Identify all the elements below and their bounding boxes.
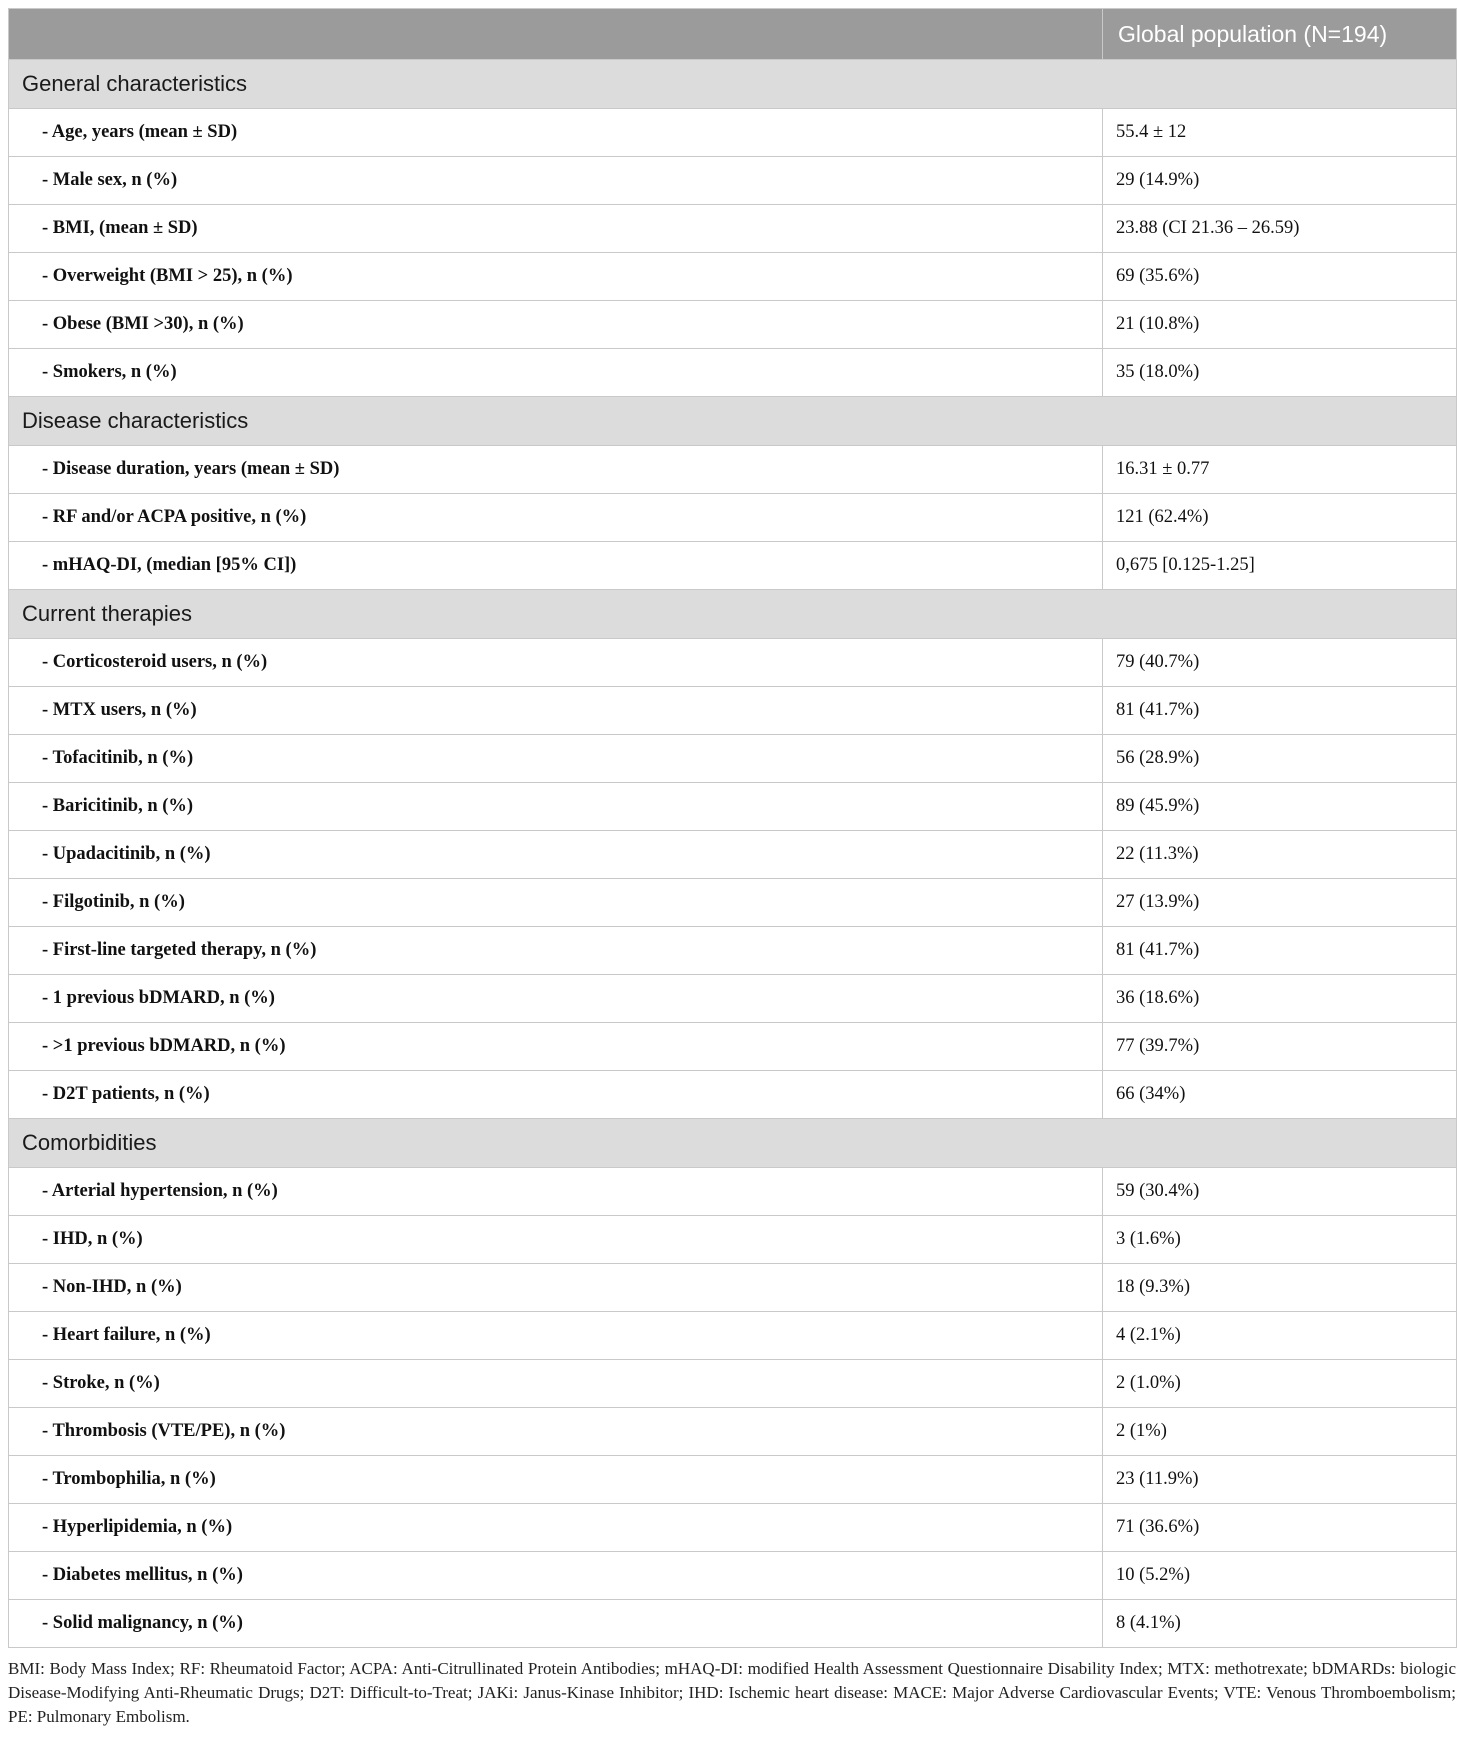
table-row: [9, 1600, 1457, 1648]
table-row: [9, 879, 1457, 927]
table-row: [9, 735, 1457, 783]
row-label: - Stroke, n (%): [9, 1360, 1103, 1408]
section-header-row: [9, 1119, 1457, 1168]
table-row: [9, 349, 1457, 397]
row-value: 89 (45.9%): [1103, 783, 1457, 831]
row-value: 79 (40.7%): [1103, 639, 1457, 687]
row-label: - Obese (BMI >30), n (%): [9, 301, 1103, 349]
row-label: - Corticosteroid users, n (%): [9, 639, 1103, 687]
row-value: 77 (39.7%): [1103, 1023, 1457, 1071]
table-header-row: [9, 9, 1457, 60]
table-row: [9, 205, 1457, 253]
row-value: 69 (35.6%): [1103, 253, 1457, 301]
table-row: [9, 687, 1457, 735]
table-row: [9, 831, 1457, 879]
table-row: [9, 157, 1457, 205]
table-row: [9, 1312, 1457, 1360]
row-label: - Smokers, n (%): [9, 349, 1103, 397]
row-label: - >1 previous bDMARD, n (%): [9, 1023, 1103, 1071]
row-label: - RF and/or ACPA positive, n (%): [9, 494, 1103, 542]
table-body: [9, 60, 1457, 1648]
table-row: [9, 1408, 1457, 1456]
table-row: [9, 1456, 1457, 1504]
table-row: [9, 1071, 1457, 1119]
table-container: [8, 8, 1456, 1729]
row-label: - mHAQ-DI, (median [95% CI]): [9, 542, 1103, 590]
table-row: [9, 494, 1457, 542]
row-label: - Age, years (mean ± SD): [9, 109, 1103, 157]
row-label: - Tofacitinib, n (%): [9, 735, 1103, 783]
row-label: - Solid malignancy, n (%): [9, 1600, 1103, 1648]
table-row: [9, 783, 1457, 831]
row-value: 2 (1.0%): [1103, 1360, 1457, 1408]
table-row: [9, 1023, 1457, 1071]
table-row: [9, 975, 1457, 1023]
row-value: 23 (11.9%): [1103, 1456, 1457, 1504]
row-label: - Disease duration, years (mean ± SD): [9, 446, 1103, 494]
table-row: [9, 1168, 1457, 1216]
characteristics-table: [8, 8, 1457, 1648]
row-value: 121 (62.4%): [1103, 494, 1457, 542]
row-value: 71 (36.6%): [1103, 1504, 1457, 1552]
section-title: Current therapies: [9, 590, 1457, 639]
row-value: 56 (28.9%): [1103, 735, 1457, 783]
row-value: 2 (1%): [1103, 1408, 1457, 1456]
row-value: 0,675 [0.125-1.25]: [1103, 542, 1457, 590]
table-row: [9, 301, 1457, 349]
row-value: 35 (18.0%): [1103, 349, 1457, 397]
row-label: - Trombophilia, n (%): [9, 1456, 1103, 1504]
row-label: - BMI, (mean ± SD): [9, 205, 1103, 253]
row-label: - Male sex, n (%): [9, 157, 1103, 205]
table-footnote: BMI: Body Mass Index; RF: Rheumatoid Factor; ACPA: Anti-Citrullinated Protein Antibodies; mHAQ-DI: modified Health Assessment Questionnaire Disability Index; MTX: methotrexate; bDMARDs: biologic Disease-Modifying Anti-Rheumatic Drugs; D2T: Difficult-to-Treat; JAKi: Janus-Kinase Inhibitor; IHD: Ischemic heart disease: MACE: Major Adverse Cardiovascular Events; VTE: Venous Thromboembolism; PE: Pulmonary Embolism.: [8, 1659, 1456, 1726]
row-label: - Hyperlipidemia, n (%): [9, 1504, 1103, 1552]
row-value: 8 (4.1%): [1103, 1600, 1457, 1648]
row-label: - MTX users, n (%): [9, 687, 1103, 735]
row-label: - Upadacitinib, n (%): [9, 831, 1103, 879]
row-value: 66 (34%): [1103, 1071, 1457, 1119]
row-value: 18 (9.3%): [1103, 1264, 1457, 1312]
table-row: [9, 446, 1457, 494]
row-label: - D2T patients, n (%): [9, 1071, 1103, 1119]
row-value: 3 (1.6%): [1103, 1216, 1457, 1264]
row-label: - First-line targeted therapy, n (%): [9, 927, 1103, 975]
header-label-cell: [9, 9, 1103, 60]
table-row: [9, 542, 1457, 590]
table-row: [9, 1504, 1457, 1552]
row-value: 23.88 (CI 21.36 – 26.59): [1103, 205, 1457, 253]
row-value: 4 (2.1%): [1103, 1312, 1457, 1360]
row-label: - IHD, n (%): [9, 1216, 1103, 1264]
row-label: - Thrombosis (VTE/PE), n (%): [9, 1408, 1103, 1456]
section-header-row: [9, 590, 1457, 639]
table-row: [9, 639, 1457, 687]
row-value: 21 (10.8%): [1103, 301, 1457, 349]
row-value: 36 (18.6%): [1103, 975, 1457, 1023]
row-label: - Filgotinib, n (%): [9, 879, 1103, 927]
section-title: General characteristics: [9, 60, 1457, 109]
row-value: 29 (14.9%): [1103, 157, 1457, 205]
table-row: [9, 1264, 1457, 1312]
table-row: [9, 1360, 1457, 1408]
header-population-cell: Global population (N=194): [1103, 9, 1457, 60]
row-value: 55.4 ± 12: [1103, 109, 1457, 157]
row-value: 10 (5.2%): [1103, 1552, 1457, 1600]
table-row: [9, 1552, 1457, 1600]
row-value: 27 (13.9%): [1103, 879, 1457, 927]
section-title: Disease characteristics: [9, 397, 1457, 446]
row-value: 16.31 ± 0.77: [1103, 446, 1457, 494]
section-title: Comorbidities: [9, 1119, 1457, 1168]
table-row: [9, 1216, 1457, 1264]
row-label: - Diabetes mellitus, n (%): [9, 1552, 1103, 1600]
row-value: 81 (41.7%): [1103, 687, 1457, 735]
row-label: - Arterial hypertension, n (%): [9, 1168, 1103, 1216]
row-value: 22 (11.3%): [1103, 831, 1457, 879]
row-value: 81 (41.7%): [1103, 927, 1457, 975]
row-label: - Baricitinib, n (%): [9, 783, 1103, 831]
row-label: - Heart failure, n (%): [9, 1312, 1103, 1360]
table-row: [9, 109, 1457, 157]
row-label: - Overweight (BMI > 25), n (%): [9, 253, 1103, 301]
table-row: [9, 927, 1457, 975]
table-row: [9, 253, 1457, 301]
row-value: 59 (30.4%): [1103, 1168, 1457, 1216]
section-header-row: [9, 397, 1457, 446]
section-header-row: [9, 60, 1457, 109]
row-label: - Non-IHD, n (%): [9, 1264, 1103, 1312]
row-label: - 1 previous bDMARD, n (%): [9, 975, 1103, 1023]
